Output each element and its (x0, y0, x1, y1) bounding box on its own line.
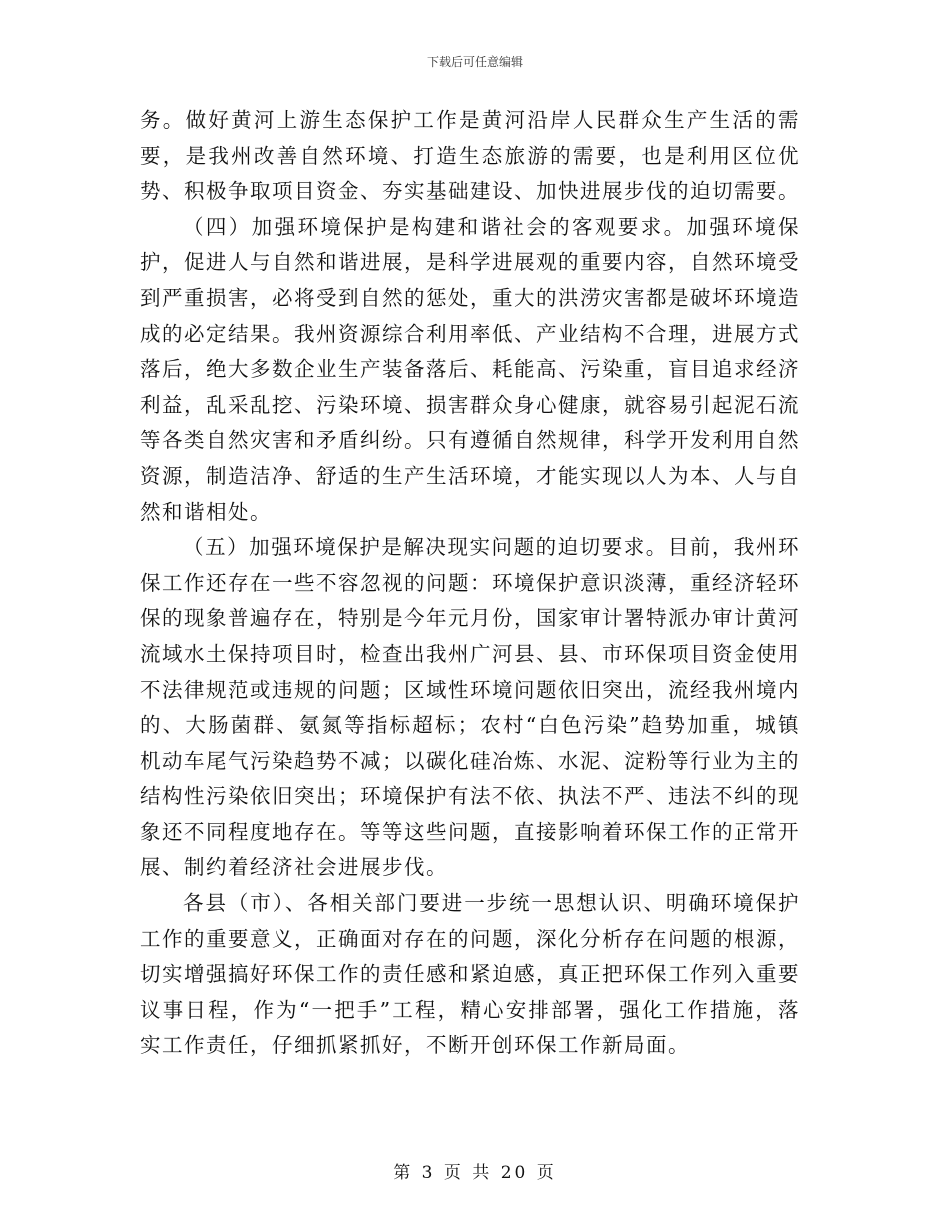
paragraph-section-4: （四）加强环境保护是构建和谐社会的客观要求。加强环境保护，促进人与自然和谐进展，是科学进展观的重要内容，自然环境受到严重损害，必将受到自然的惩处，重大的洪涝灾害都是破坏环境造成的必定结果。我州资源综合利用率低、产业结构不合理，进展方式落后，绝大多数企业生产装备落后、耗能高、污染重，盲目追求经济利益，乱采乱挖、污染环境、损害群众身心健康，就容易引起泥石流等各类自然灾害和矛盾纠纷。只有遵循自然规律，科学开发利用自然资源，制造洁净、舒适的生产生活环境，才能实现以人为本、人与自然和谐相处。 (140, 214, 800, 524)
document-body (140, 103, 800, 1064)
page-header: 下载后可任意编辑 (426, 55, 523, 69)
paragraph-continuation: 务。做好黄河上游生态保护工作是黄河沿岸人民群众生产生活的需要，是我州改善自然环境、打造生态旅游的需要，也是利用区位优势、积极争取项目资金、夯实基础建设、加快进展步伐的迫切需要。 (140, 108, 800, 204)
page-number: 第 3 页 共 20 页 (393, 1163, 557, 1183)
paragraph-section-5: （五）加强环境保护是解决现实问题的迫切要求。目前，我州环保工作还存在一些不容忽视的问题：环境保护意识淡薄，重经济轻环保的现象普遍存在，特别是今年元月份，国家审计署特派办审计黄河流域水土保持项目时，检查出我州广河县、县、市环保项目资金使用不法律规范或违规的问题；区域性环境问题依旧突出，流经我州境内的、大肠菌群、氨氮等指标超标；农村“白色污染”趋势加重，城镇机动车尾气污染趋势不减；以碳化硅冶炼、水泥、淀粉等行业为主的结构性污染依旧突出；环境保护有法不依、执法不严、违法不纠的现象还不同程度地存在。等等这些问题，直接影响着环保工作的正常开展、制约着经济社会进展步伐。 (140, 535, 800, 880)
paragraph-conclusion: 各县（市）、各相关部门要进一步统一思想认识、明确环境保护工作的重要意义，正确面对存在的问题，深化分析存在问题的根源，切实增强搞好环保工作的责任感和紧迫感，真正把环保工作列入重要议事日程，作为“一把手”工程，精心安排部署，强化工作措施，落实工作责任，仔细抓紧抓好，不断开创环保工作新局面。 (140, 891, 800, 1058)
